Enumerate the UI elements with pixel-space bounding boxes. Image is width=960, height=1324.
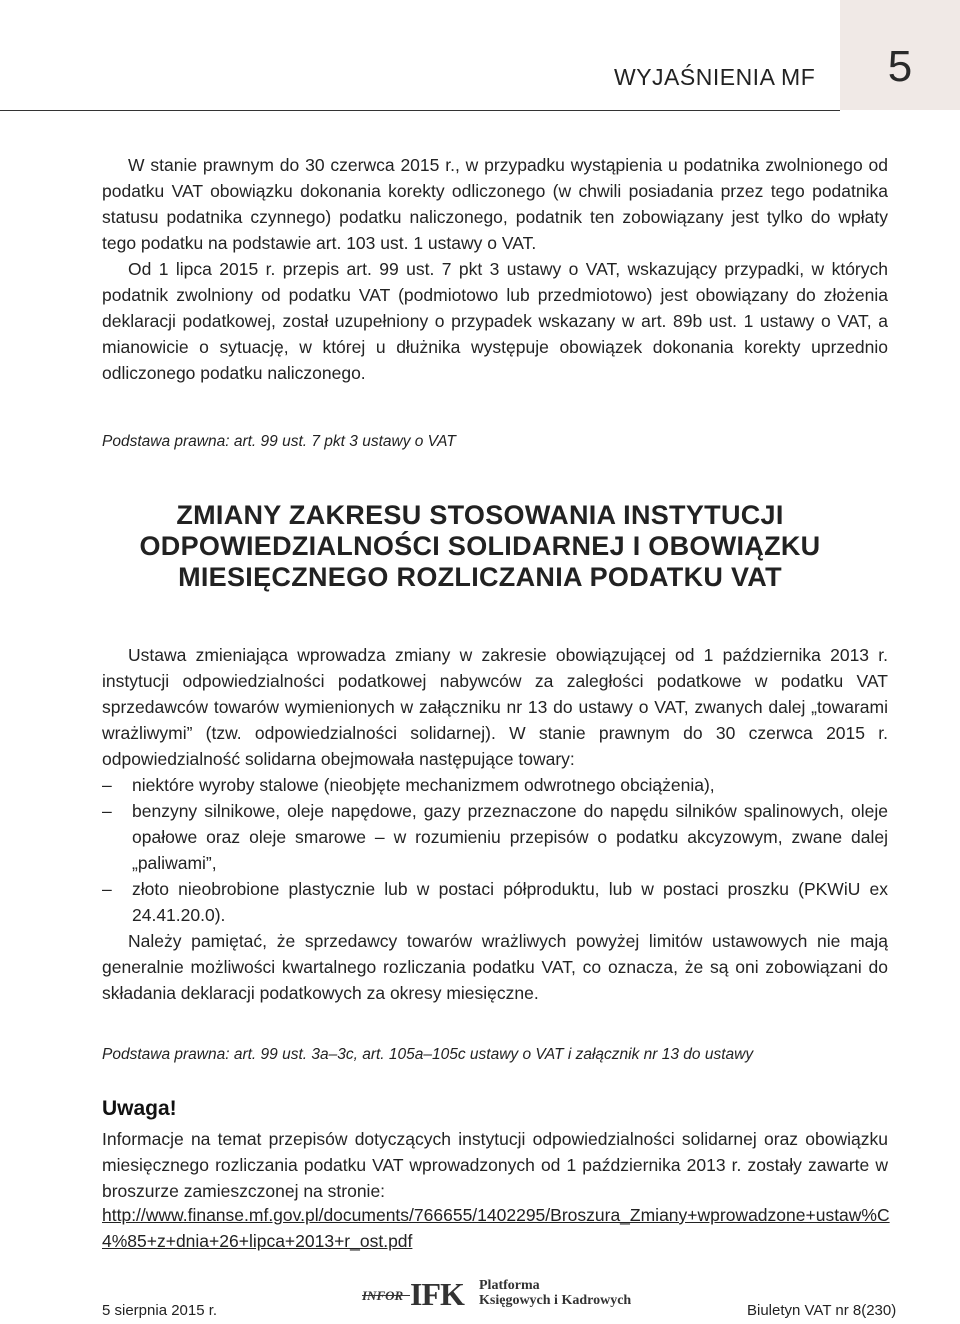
note-paragraph: Informacje na temat przepisów dotyczących instytucji odpowiedzialności solidarnej oraz obowiązku miesięcznego rozliczania podatku VAT wprowadzonych od 1 października 2013 r. zostały zawarte w broszurze zamieszczonej na stronie: xyxy=(102,1129,888,1201)
headline-line-1: ZMIANY ZAKRESU STOSOWANIA INSTYTUCJI xyxy=(176,500,784,530)
headline-line-2: ODPOWIEDZIALNOŚCI SOLIDARNEJ I OBOWIĄZKU xyxy=(139,531,821,561)
list-item xyxy=(102,798,888,876)
page-number: 5 xyxy=(887,42,913,91)
section-text xyxy=(102,642,888,1006)
note-text xyxy=(102,1126,888,1204)
list-item-text: benzyny silnikowe, oleje napędowe, gazy przeznaczone do napędu silników spalinowych, oleje opałowe oraz oleje smarowe – w rozumieniu przepisów o podatku akcyzowym, zwane dalej „paliwami”, xyxy=(132,801,888,873)
section-headline xyxy=(0,500,960,593)
logo-ifk: IFK xyxy=(410,1276,464,1312)
section-paragraph-1: Ustawa zmieniająca wprowadza zmiany w zakresie obowiązującej od 1 października 2013 r. instytucji odpowiedzialności podatkowej nabywców za zaległości podatkowe w podatku VAT sprzedawców towarów wymienionych w załączniku nr 13 do ustawy o VAT, zwanych dalej „towarami wrażliwymi” (tzw. odpowiedzialności solidarnej). W stanie prawnym do 30 czerwca 2015 r. odpowiedzialność solidarna obejmowała następujące towary: xyxy=(102,645,888,769)
section-title: WYJAŚNIENIA MF xyxy=(614,64,816,90)
logo-infor: INFOR xyxy=(362,1288,404,1303)
list-item-text: złoto nieobrobione plastycznie lub w postaci półproduktu, lub w postaci proszku (PKWiU ex 24.41.20.0). xyxy=(132,879,888,925)
dash-marker: – xyxy=(102,801,112,821)
brochure-link[interactable]: http://www.finanse.mf.gov.pl/documents/766655/1402295/Broszura_Zmiany+wprowadzone+ustaw%C4%85+z+dnia+26+lipca+2013+r_ost.pdf xyxy=(102,1205,890,1251)
intro-text xyxy=(102,152,888,386)
list-item xyxy=(102,876,888,928)
goods-list xyxy=(102,772,888,928)
footer-date: 5 sierpnia 2015 r. xyxy=(102,1302,218,1319)
logo-line-1: Platforma xyxy=(479,1278,540,1293)
list-item-text: niektóre wyroby stalowe (nieobjęte mechanizmem odwrotnego obciążenia), xyxy=(132,775,715,795)
headline-line-3: MIESIĘCZNEGO ROZLICZANIA PODATKU VAT xyxy=(178,562,782,592)
note-title: Uwaga! xyxy=(102,1097,177,1120)
intro-paragraph-1: W stanie prawnym do 30 czerwca 2015 r., w przypadku wystąpienia u podatnika zwolnionego od podatku VAT obowiązku dokonania korekty odliczonego (w chwili posiadania przez tego podatnika statusu podatnika czynnego) podatku naliczonego, podatnik ten zobowiązany jest tylko do wpłaty tego podatku na podstawie art. 103 ust. 1 ustawy o VAT. xyxy=(102,155,888,253)
logo-line-2: Księgowych i Kadrowych xyxy=(479,1293,632,1308)
intro-paragraph-2: Od 1 lipca 2015 r. przepis art. 99 ust. 7 pkt 3 ustawy o VAT, wskazujący przypadki, w których podatnik zwolniony od podatku VAT (podmiotowo lub przedmiotowo) jest obowiązany do złożenia deklaracji podatkowej, został uzupełniony o przypadek wskazany w art. 89b ust. 1 ustawy o VAT, a mianowicie o sytuację, w której u dłużnika występuje obowiązek dokonania korekty uprzednio odliczonego podatku naliczonego. xyxy=(102,259,888,383)
section-paragraph-2: Należy pamiętać, że sprzedawcy towarów wrażliwych powyżej limitów ustawowych nie mają generalnie możliwości kwartalnego rozliczania podatku VAT, co oznacza, że są oni zobowiązani do składania deklaracji podatkowych za okresy miesięczne. xyxy=(102,931,888,1003)
header-rule xyxy=(0,110,840,111)
legal-basis-1: Podstawa prawna: art. 99 ust. 7 pkt 3 ustawy o VAT xyxy=(102,433,456,450)
legal-basis-2: Podstawa prawna: art. 99 ust. 3a–3c, art. 105a–105c ustawy o VAT i załącznik nr 13 do ustawy xyxy=(102,1046,754,1063)
list-item xyxy=(102,772,888,798)
dash-marker: – xyxy=(102,879,112,899)
ifk-logo xyxy=(362,1276,632,1312)
dash-marker: – xyxy=(102,775,112,795)
footer-publication: Biuletyn VAT nr 8(230) xyxy=(747,1302,897,1319)
